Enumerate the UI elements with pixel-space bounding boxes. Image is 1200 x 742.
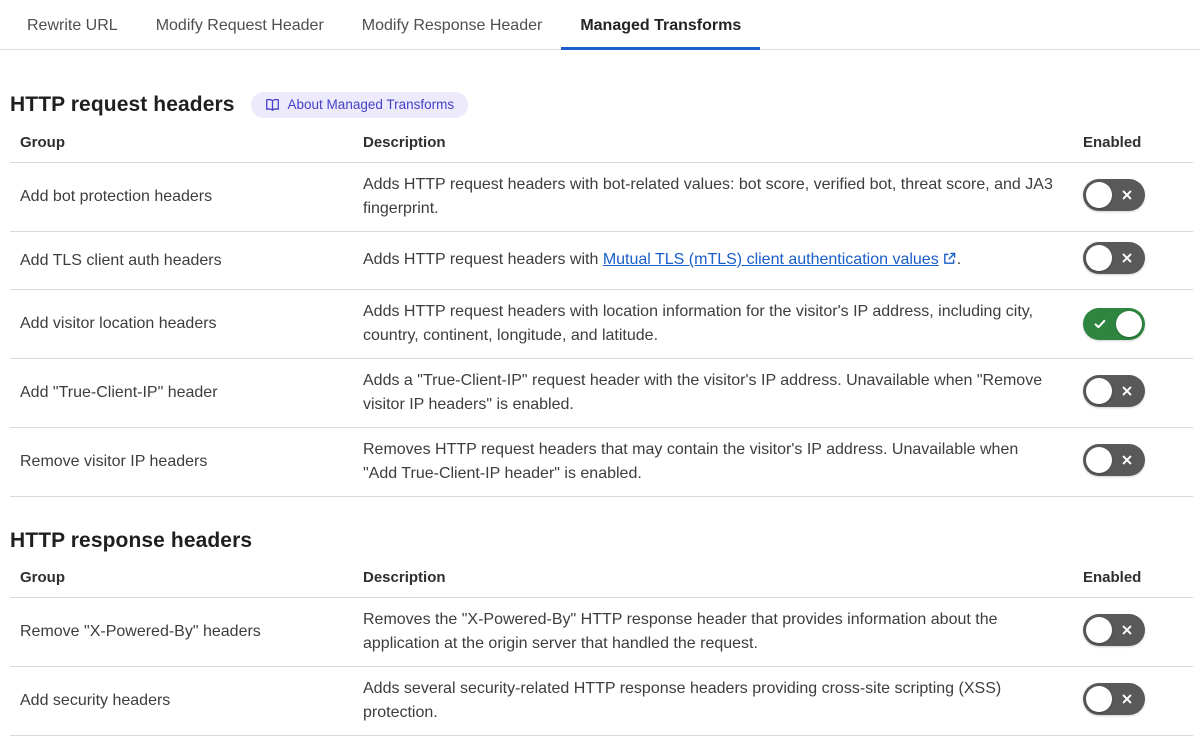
tab-bar [0, 0, 1200, 50]
group-cell: Remove visitor IP headers [10, 428, 363, 497]
badge-label: About Managed Transforms [287, 97, 455, 113]
enabled-cell [1063, 163, 1193, 232]
section-http-request-headers [0, 92, 1200, 497]
enabled-cell [1063, 428, 1193, 497]
table-row [10, 163, 1193, 232]
enabled-cell [1063, 598, 1193, 667]
description-text: . [956, 250, 962, 268]
group-cell: Remove "X-Powered-By" headers [10, 598, 363, 667]
mtls-auth-values-link[interactable]: Mutual TLS (mTLS) client authentication values [602, 250, 939, 268]
tab-rewrite-url[interactable]: Rewrite URL [8, 2, 137, 50]
description-cell: Removes HTTP request headers that may contain the visitor's IP address. Unavailable when "Add True-Client-IP header" is enabled. [363, 428, 1063, 497]
enabled-cell [1063, 290, 1193, 359]
enabled-toggle[interactable] [1083, 308, 1145, 340]
check-icon [1093, 317, 1107, 331]
description-text: Adds HTTP request headers with [363, 250, 603, 268]
description-cell: Adds HTTP request headers with location information for the visitor's IP address, including city, country, continent, longitude, and latitude. [363, 290, 1063, 359]
toggle-knob [1086, 617, 1112, 643]
x-icon [1120, 251, 1134, 265]
request-section-head [0, 92, 1200, 118]
request-section-title: HTTP request headers [10, 93, 235, 116]
table-row [10, 290, 1193, 359]
enabled-cell [1063, 667, 1193, 736]
tab-modify-request-header[interactable]: Modify Request Header [137, 2, 343, 50]
response-section-head [0, 529, 1200, 553]
section-http-response-headers [0, 529, 1200, 736]
column-header-enabled: Enabled [1063, 130, 1193, 163]
group-cell: Add bot protection headers [10, 163, 363, 232]
enabled-toggle[interactable] [1083, 242, 1145, 274]
tab-managed-transforms[interactable]: Managed Transforms [561, 2, 760, 50]
table-row [10, 667, 1193, 736]
toggle-knob [1086, 686, 1112, 712]
enabled-toggle[interactable] [1083, 179, 1145, 211]
group-cell: Add "True-Client-IP" header [10, 359, 363, 428]
x-icon [1120, 623, 1134, 637]
description-cell: Adds HTTP request headers with bot-related values: bot score, verified bot, threat score, and JA3 fingerprint. [363, 163, 1063, 232]
enabled-toggle[interactable] [1083, 444, 1145, 476]
group-cell: Add visitor location headers [10, 290, 363, 359]
table-row [10, 428, 1193, 497]
description-cell: Removes the "X-Powered-By" HTTP response header that provides information about the application at the origin server that handled the request. [363, 598, 1063, 667]
column-header-group: Group [10, 130, 363, 163]
description-cell [363, 232, 1063, 290]
description-cell: Adds several security-related HTTP response headers providing cross-site scripting (XSS) protection. [363, 667, 1063, 736]
external-link-icon [942, 250, 957, 274]
response-headers-table [10, 565, 1193, 736]
group-cell: Add TLS client auth headers [10, 232, 363, 290]
column-header-group: Group [10, 565, 363, 598]
table-row [10, 359, 1193, 428]
column-header-enabled: Enabled [1063, 565, 1193, 598]
tab-modify-response-header[interactable]: Modify Response Header [343, 2, 562, 50]
column-header-description: Description [363, 565, 1063, 598]
enabled-toggle[interactable] [1083, 683, 1145, 715]
toggle-knob [1086, 447, 1112, 473]
enabled-toggle[interactable] [1083, 614, 1145, 646]
toggle-knob [1116, 311, 1142, 337]
enabled-cell [1063, 359, 1193, 428]
enabled-toggle[interactable] [1083, 375, 1145, 407]
toggle-knob [1086, 182, 1112, 208]
table-header-row [10, 130, 1193, 163]
x-icon [1120, 692, 1134, 706]
toggle-knob [1086, 378, 1112, 404]
table-row [10, 598, 1193, 667]
x-icon [1120, 453, 1134, 467]
column-header-description: Description [363, 130, 1063, 163]
request-headers-table [10, 130, 1193, 497]
x-icon [1120, 188, 1134, 202]
group-cell: Add security headers [10, 667, 363, 736]
table-header-row [10, 565, 1193, 598]
book-icon [265, 98, 280, 112]
enabled-cell [1063, 232, 1193, 290]
table-row [10, 232, 1193, 290]
response-section-title: HTTP response headers [10, 529, 253, 552]
toggle-knob [1086, 245, 1112, 271]
x-icon [1120, 384, 1134, 398]
about-managed-transforms-badge[interactable] [251, 92, 469, 118]
description-cell: Adds a "True-Client-IP" request header with the visitor's IP address. Unavailable when "Remove visitor IP headers" is enabled. [363, 359, 1063, 428]
